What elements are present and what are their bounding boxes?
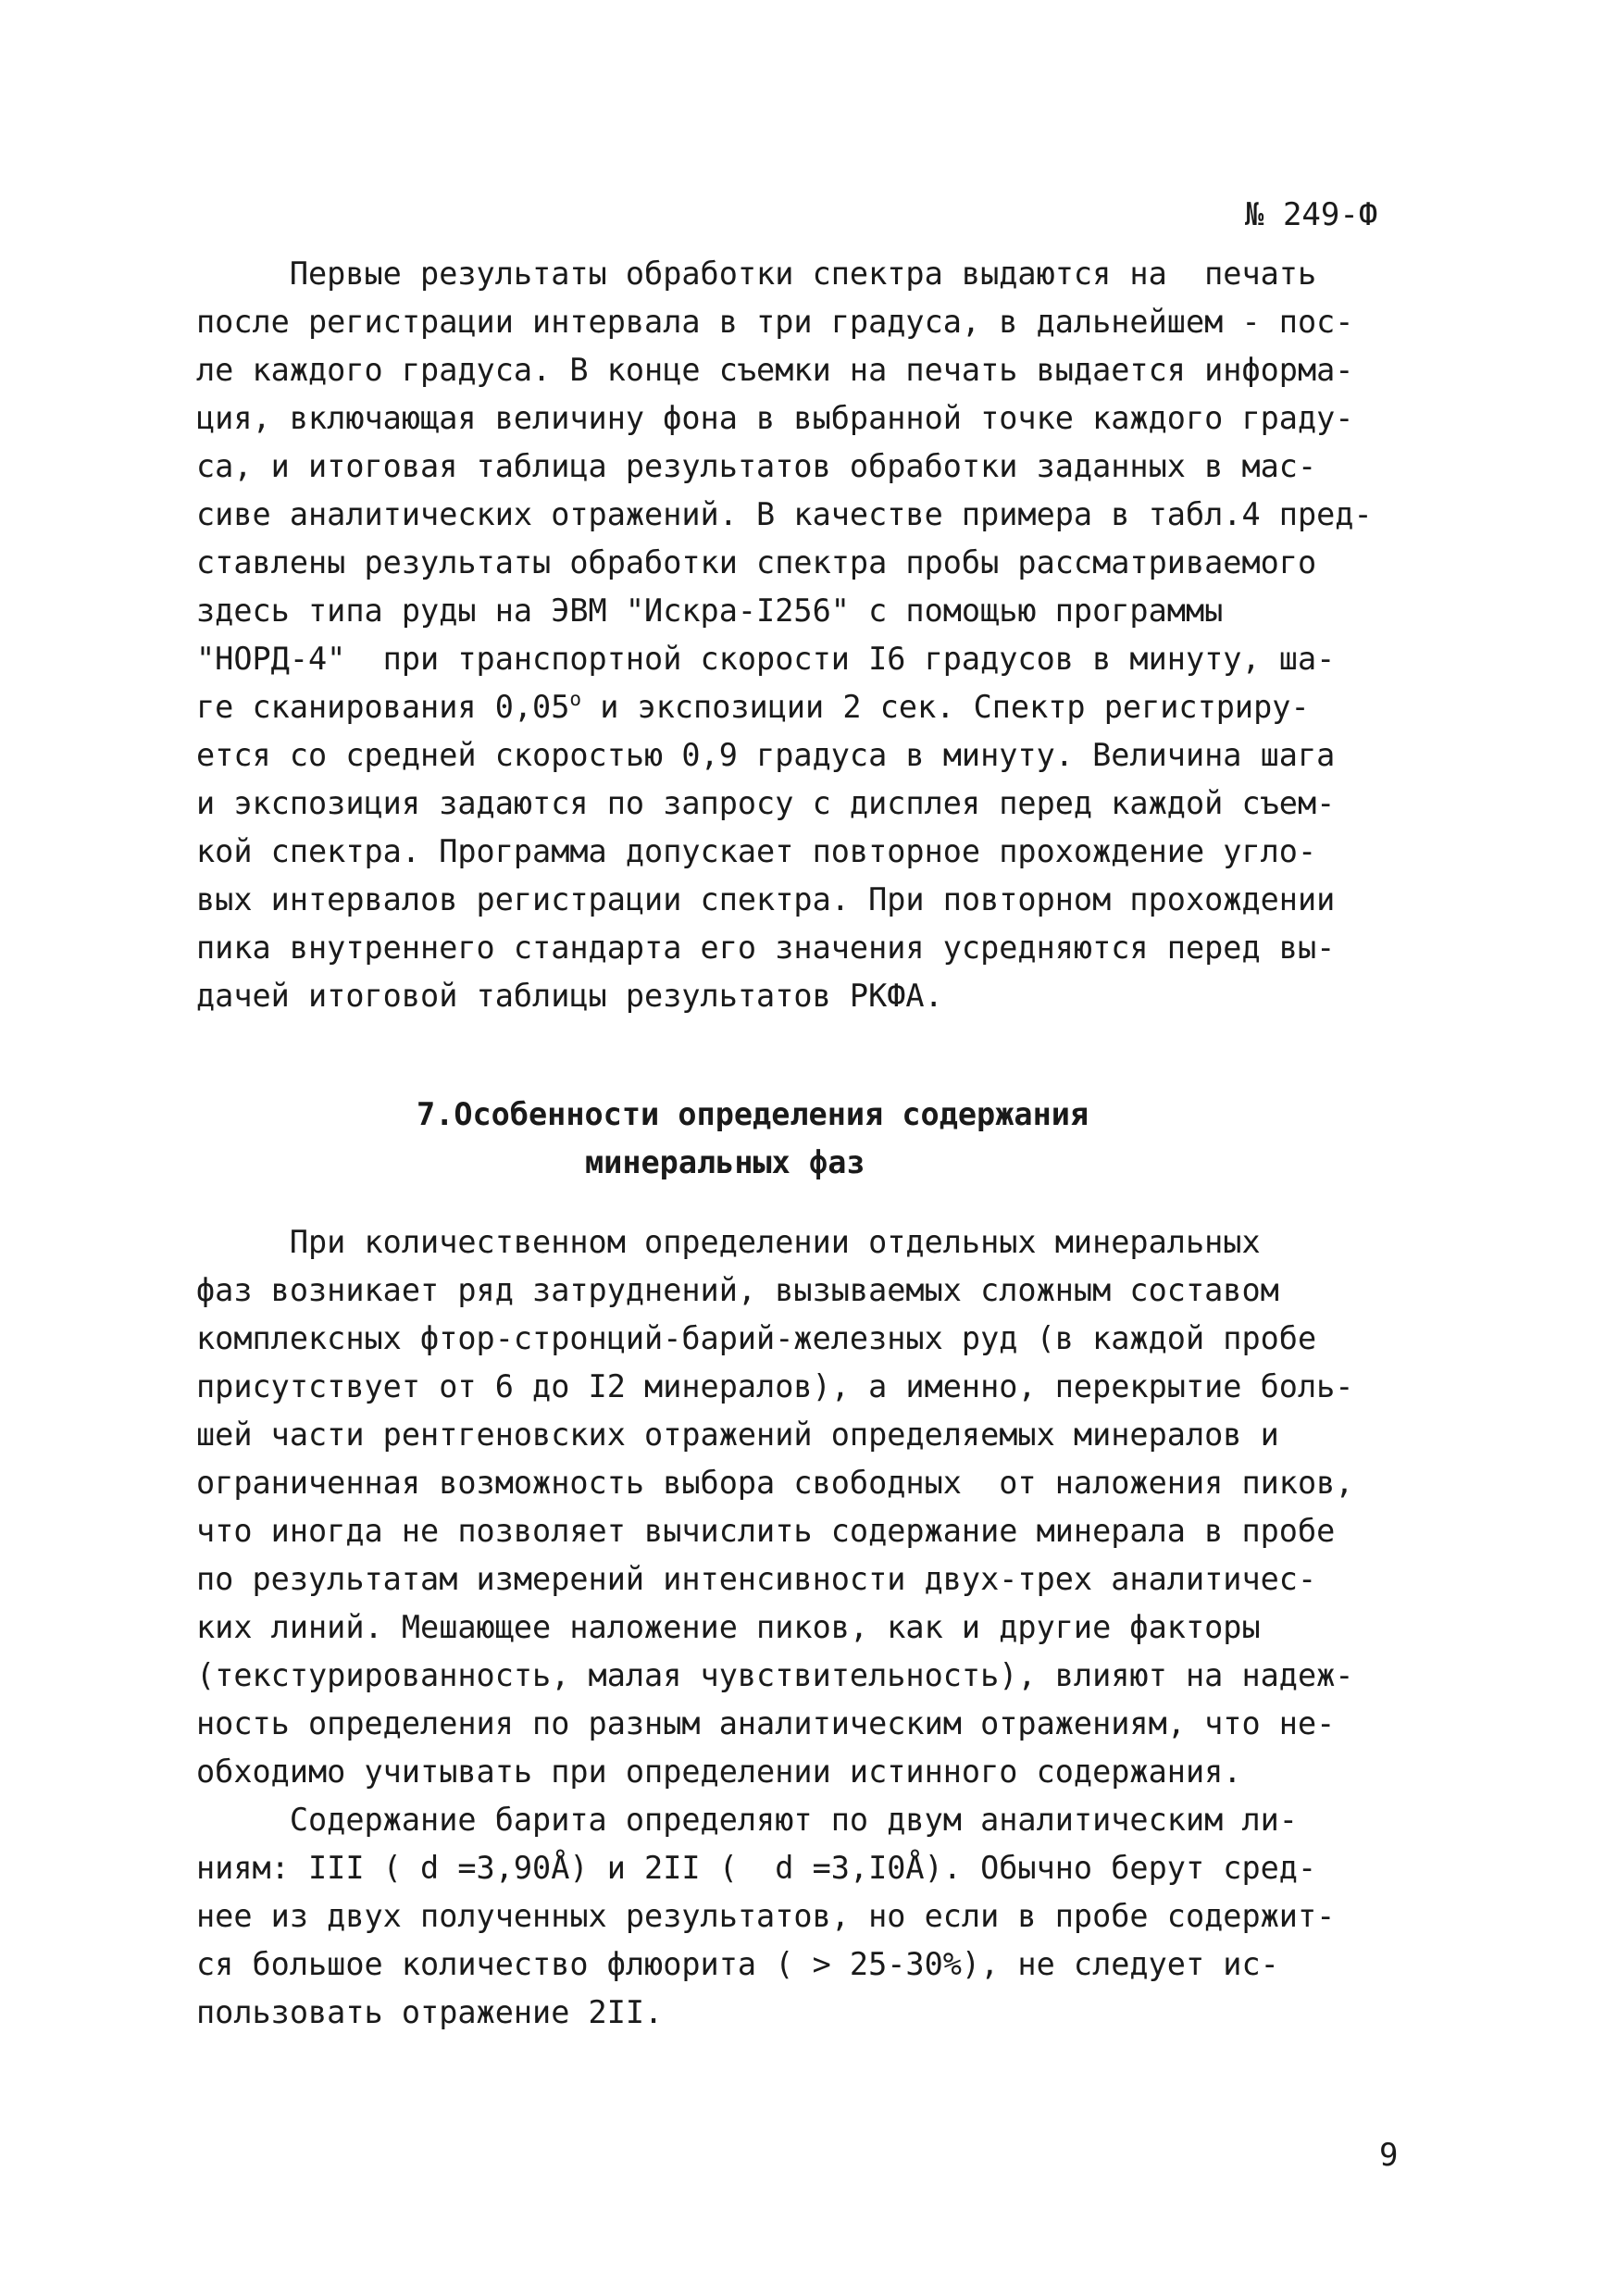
text-fragment: и экспозиции 2 сек. Спектр регистриру- (581, 689, 1310, 725)
text-line: по результатам измерений интенсивности двух-трех аналитичес- (196, 1561, 1317, 1597)
text-line: При количественном определении отдельных минеральных (196, 1224, 1261, 1260)
text-line: здесь типа руды на ЭВМ "Искра-I256" с помощью программы (196, 593, 1224, 629)
text-line: после регистрации интервала в три градуса, в дальнейшем - пос- (196, 304, 1354, 340)
text-fragment: ге сканирования 0,05 (196, 689, 570, 725)
text-line: вых интервалов регистрации спектра. При повторном прохождении (196, 881, 1336, 917)
section-heading-line: 7.Особенности определения содержания (417, 1096, 1089, 1132)
text-line: нее из двух полученных результатов, но если в пробе содержит- (196, 1898, 1336, 1934)
text-line: что иногда не позволяет вычислить содержание минерала в пробе (196, 1513, 1336, 1549)
text-line: ниям: III ( d =3,90Å) и 2II ( d =3,I0Å). Обычно берут сред- (196, 1850, 1317, 1886)
text-line: "НОРД-4" при транспортной скорости I6 градусов в минуту, ша- (196, 641, 1336, 677)
text-line: ность определения по разным аналитическим отражениям, что не- (196, 1705, 1336, 1741)
paragraph-barite (196, 1796, 1455, 2037)
document-number: № 249-Ф (1245, 196, 1378, 233)
text-line: ется со средней скоростью 0,9 градуса в минуту. Величина шага (196, 737, 1336, 773)
section-heading-line: минеральных фаз (585, 1144, 865, 1180)
text-line: ся большое количество флюорита ( > 25-30%), не следует ис- (196, 1946, 1279, 1982)
paragraph-processing-output (196, 250, 1455, 1020)
text-line: кой спектра. Программа допускает повторное прохождение угло- (196, 833, 1317, 869)
text-line: (текстурированность, малая чувствительность), влияют на надеж- (196, 1657, 1354, 1693)
text-line: ция, включающая величину фона в выбранной точке каждого граду- (196, 400, 1354, 436)
text-line: дачей итоговой таблицы результатов РКФА. (196, 978, 943, 1014)
text-line: ле каждого градуса. В конце съемки на печать выдается информа- (196, 352, 1354, 388)
text-line: пользовать отражение 2II. (196, 1994, 664, 2030)
text-line: и экспозиция задаются по запросу с дисплея перед каждой съем- (196, 785, 1336, 821)
text-line: ставлены результаты обработки спектра пробы рассматриваемого (196, 544, 1317, 580)
text-line-with-superscript (196, 683, 1455, 731)
text-line: шей части рентгеновских отражений определяемых минералов и (196, 1416, 1279, 1453)
text-line: присутствует от 6 до I2 минералов), а именно, перекрытие боль- (196, 1368, 1354, 1404)
page-number: 9 (1379, 2137, 1399, 2174)
text-line: сиве аналитических отражений. В качестве примера в табл.4 пред- (196, 496, 1373, 532)
section-heading (417, 1091, 1250, 1187)
text-line: обходимо учитывать при определении истинного содержания. (196, 1753, 1242, 1790)
text-line: Содержание барита определяют по двум аналитическим ли- (196, 1802, 1298, 1838)
text-line: ких линий. Мешающее наложение пиков, как и другие факторы (196, 1609, 1261, 1645)
paragraph-difficulties (196, 1218, 1455, 1796)
text-line: пика внутреннего стандарта его значения усредняются перед вы- (196, 930, 1336, 966)
text-line: Первые результаты обработки спектра выдаются на печать (196, 256, 1317, 292)
text-line: ограниченная возможность выбора свободных от наложения пиков, (196, 1465, 1354, 1501)
degree-superscript: о (569, 688, 582, 710)
text-line: са, и итоговая таблица результатов обработки заданных в мас- (196, 448, 1317, 484)
text-line: комплексных фтор-стронций-барий-железных руд (в каждой пробе (196, 1320, 1317, 1356)
text-line: фаз возникает ряд затруднений, вызываемых сложным составом (196, 1272, 1279, 1308)
